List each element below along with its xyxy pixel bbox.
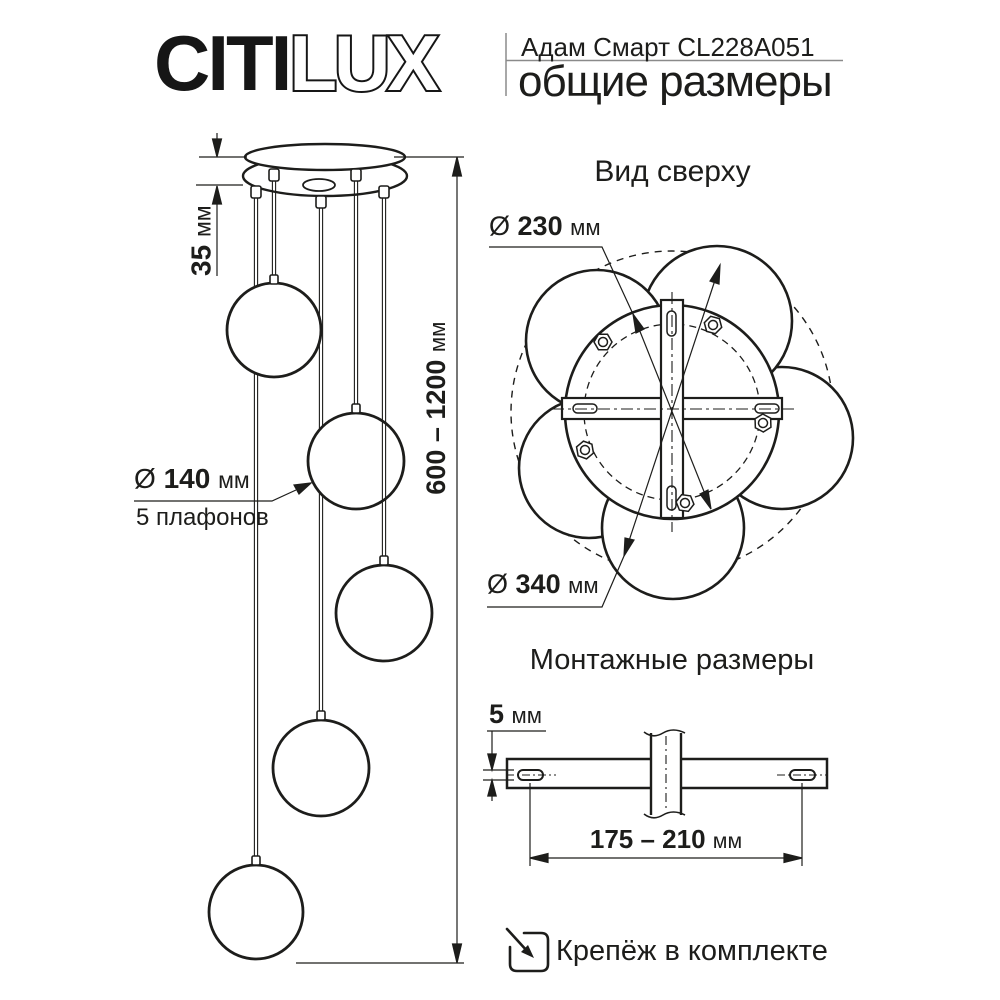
shade-count-label: 5 плафонов bbox=[136, 504, 269, 531]
dim-value: 340 bbox=[515, 569, 561, 599]
dim-unit: мм bbox=[189, 205, 216, 238]
dim-shade-diameter-label bbox=[134, 464, 250, 493]
dim-canopy-diameter-label bbox=[489, 212, 601, 240]
dim-value: 600 – 1200 bbox=[420, 359, 451, 495]
shade-5 bbox=[209, 865, 303, 959]
sheet-subtitle: общие размеры bbox=[518, 57, 832, 106]
dim-unit: мм bbox=[712, 829, 743, 853]
dim-value: 230 bbox=[517, 211, 563, 241]
dim-unit: мм bbox=[568, 573, 599, 598]
shade-4 bbox=[273, 720, 369, 816]
dim-value: 140 bbox=[163, 463, 211, 494]
logo-citi: CITI bbox=[154, 19, 290, 107]
dim-unit: мм bbox=[570, 215, 601, 240]
ceiling-pipe bbox=[644, 730, 685, 818]
dim-span-label bbox=[566, 826, 766, 853]
dim-value: 35 bbox=[185, 244, 217, 276]
top-view-title: Вид сверху bbox=[594, 155, 751, 188]
cord-front bbox=[382, 198, 385, 556]
dim-overall-height-label bbox=[422, 278, 450, 538]
dim-canopy-height-label bbox=[186, 181, 215, 301]
mounting-title: Монтажные размеры bbox=[529, 644, 815, 676]
diameter-symbol: Ø bbox=[489, 211, 511, 241]
hardware-included-note: Крепёж в комплекте bbox=[556, 935, 828, 967]
dim-unit: мм bbox=[424, 321, 450, 353]
shades bbox=[209, 283, 432, 959]
product-title: Адам Смарт CL228A051 bbox=[521, 32, 815, 62]
dim-value: 5 bbox=[489, 699, 505, 729]
diameter-symbol: Ø bbox=[134, 463, 156, 494]
top-view bbox=[487, 246, 853, 607]
diameter-symbol: Ø bbox=[487, 569, 509, 599]
dim-unit: мм bbox=[218, 467, 250, 493]
shade-3 bbox=[336, 565, 432, 661]
hardware-included-icon bbox=[507, 929, 548, 971]
citilux-logo bbox=[154, 19, 437, 107]
dim-overall-diameter-label bbox=[487, 570, 599, 598]
shade-1 bbox=[227, 283, 321, 377]
dim-slot-label bbox=[489, 700, 542, 728]
dim-value: 175 – 210 bbox=[589, 824, 706, 854]
dim-unit: мм bbox=[511, 703, 542, 728]
shade-2 bbox=[308, 413, 404, 509]
logo-lux: LUX bbox=[289, 19, 437, 107]
